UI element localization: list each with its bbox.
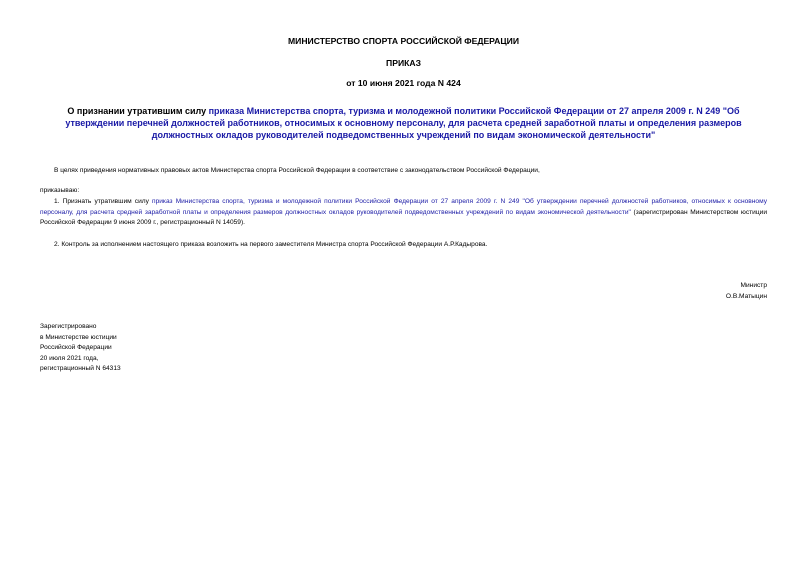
ministry-heading: МИНИСТЕРСТВО СПОРТА РОССИЙСКОЙ ФЕДЕРАЦИИ [287,36,519,46]
signature-position: Министр [740,282,767,289]
order-date: от 10 июня 2021 года N 424 [346,78,461,88]
order-heading: ПРИКАЗ [386,58,421,68]
intro-paragraph: В целях приведения нормативных правовых актов Министерства спорта Российской Федерации в соответствие с законодательством Российской Федерации, [54,167,540,174]
signature-name: О.В.Матыцин [725,292,767,300]
registration-line: регистрационный N 64313 [40,365,121,373]
registration-line: 20 июля 2021 года, [40,354,99,362]
registration-line: в Министерстве юстиции [40,333,117,341]
registration-block [40,322,121,375]
title-link[interactable]: приказа Министерства спорта, туризма и молодежной политики Российской Федерации от 27 апреля 2009 г. N 249 "Об утверждении перечней должностей работников, относимых к основному персоналу, для расчета средней заработной платы и определения размеров должностных окладов руководителей подведомственных учреждений по видам экономической деятельности" [65,106,742,140]
registration-line: Российской Федерации [40,344,112,352]
item-1-prefix: 1. Признать утратившим силу [54,198,153,205]
registration-line: Зарегистрировано [40,323,97,330]
item-1-link[interactable]: приказ Министерства спорта, туризма и молодежной политики Российской Федерации от 27 апреля 2009 г. N 249 "Об утверждении перечней должностей работников, относимых к основному персоналу, для расчета средней заработной платы и определения размеров должностных окладов руководителей подведомственных учреждений по видам экономической деятельности" [40,198,768,216]
title-prefix: О признании утратившим силу [67,106,209,116]
item-1-paragraph [40,197,767,229]
document-title [40,105,767,141]
item-1-suffix: (зарегистрирован Министерством юстиции Российской Федерации 9 июня 2009 г., регистрационный N 14059). [40,208,768,227]
orders-word: приказываю: [40,187,80,194]
item-2-paragraph: 2. Контроль за исполнением настоящего приказа возложить на первого заместителя Министра спорта Российской Федерации А.Р.Кадырова. [54,241,488,248]
signature-block [726,281,767,302]
